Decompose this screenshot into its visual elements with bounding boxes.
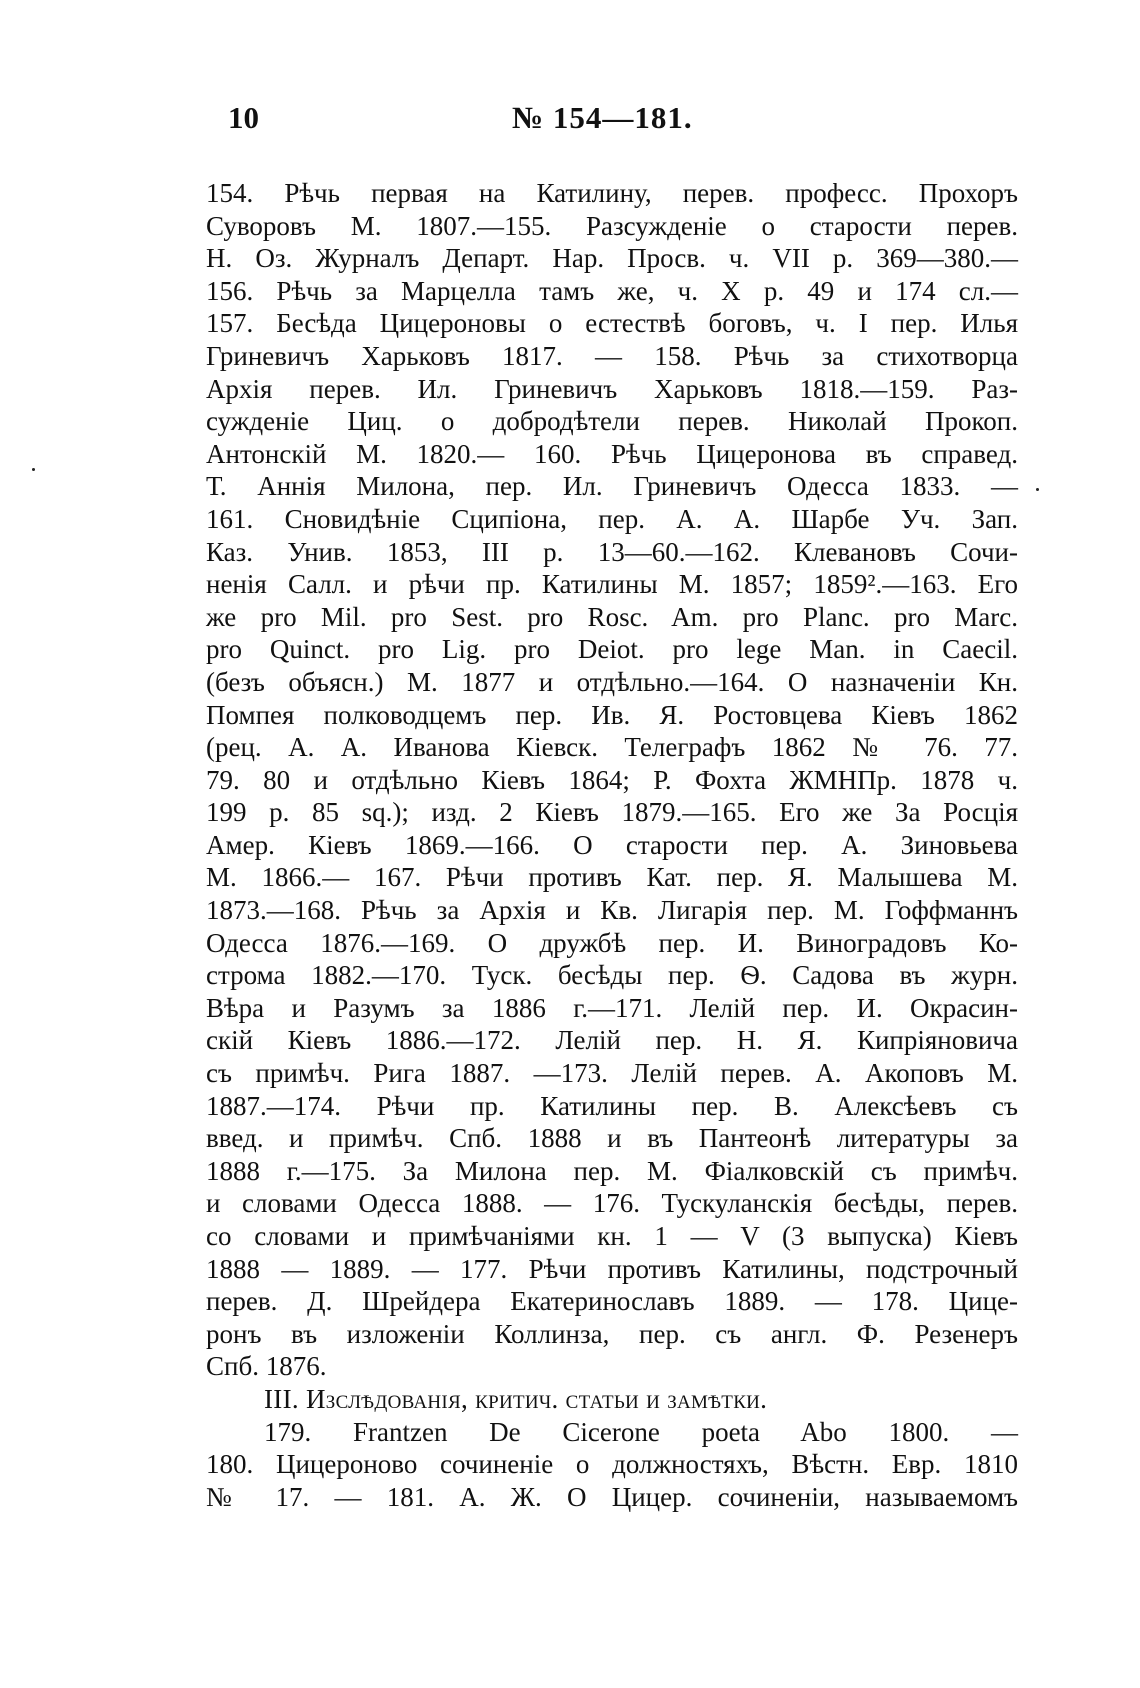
text-line: № 17. — 181. А. Ж. О Цицер. сочиненіи, называемомъ xyxy=(206,1481,1018,1512)
text-line: Каз. Унив. 1853, III р. 13—60.—162. Клевановъ Сочи- xyxy=(206,536,1018,567)
running-head: № 154—181. xyxy=(512,100,693,135)
text-line: 1888 г.—175. За Милона пер. М. Фіалковскій съ примѣч. xyxy=(206,1155,1018,1186)
text-line: съ примѣч. Рига 1887. —173. Лелій перев. А. Акоповъ М. xyxy=(206,1058,1018,1089)
text-line: и словами Одесса 1888. — 176. Тускуланскія бесѣды, перев. xyxy=(206,1188,1018,1219)
text-line: 156. Рѣчь за Марцелла тамъ же, ч. Х р. 49 и 174 сл.— xyxy=(206,275,1018,306)
text-line: перев. Д. Шрейдера Екатеринославъ 1889. — 178. Цице- xyxy=(206,1286,1018,1317)
bibliography-text xyxy=(206,177,1018,1513)
text-line: 199 р. 85 sq.); изд. 2 Кіевъ 1879.—165. Его же За Росція xyxy=(206,797,1018,828)
text-line: 79. 80 и отдѣльно Кіевъ 1864; Р. Фохта ЖМНПр. 1878 ч. xyxy=(206,764,1018,795)
print-speck xyxy=(32,468,35,471)
text-line: 180. Цицероново сочиненіе о должностяхъ, Вѣстн. Евр. 1810 xyxy=(206,1449,1018,1480)
text-line: 1887.—174. Рѣчи пр. Катилины пер. В. Алексѣевъ съ xyxy=(206,1090,1018,1121)
text-line: Архія перев. Ил. Гриневичъ Харьковъ 1818.—159. Раз- xyxy=(206,373,1018,404)
text-line: ронъ въ изложеніи Коллинза, пер. съ англ. Ф. Резенеръ xyxy=(206,1318,1018,1349)
text-line: Н. Оз. Журналъ Департ. Нар. Просв. ч. VII р. 369—380.— xyxy=(206,243,1018,274)
text-line: же pro Mil. pro Sest. pro Rosc. Am. pro Planc. pro Marc. xyxy=(206,601,1018,632)
text-line: Помпея полководцемъ пер. Ив. Я. Ростовцева Кіевъ 1862 xyxy=(206,699,1018,730)
text-line: 161. Сновидѣніе Сципіона, пер. А. А. Шарбе Уч. Зап. xyxy=(206,503,1018,534)
text-line: 154. Рѣчь первая на Катилину, перев. професс. Прохоръ xyxy=(206,178,1018,208)
text-line: Гриневичъ Харьковъ 1817. — 158. Рѣчь за стихотворца xyxy=(206,340,1018,371)
text-line: 1873.—168. Рѣчь за Архія и Кв. Лигарія пер. М. Гоффманнъ xyxy=(206,895,1018,926)
section-heading: III. Изслѣдованія, критич. статьи и замѣтки. xyxy=(264,1383,768,1414)
text-line: сужденіе Циц. о добродѣтели перев. Николай Прокоп. xyxy=(206,406,1018,437)
text-line: 157. Бесѣда Цицероновы о естествѣ боговъ, ч. I пер. Илья xyxy=(206,308,1018,339)
page-header xyxy=(228,100,1017,144)
text-line: Одесса 1876.—169. О дружбѣ пер. И. Виноградовъ Ко- xyxy=(206,927,1018,958)
text-line: (безъ объясн.) М. 1877 и отдѣльно.—164. О назначеніи Кн. xyxy=(206,666,1018,697)
text-line: 179. Frantzen De Cicerone poeta Abo 1800. — xyxy=(264,1416,1018,1447)
text-line: pro Quinct. pro Lig. pro Deiot. pro lege Man. in Caecil. xyxy=(206,634,1018,665)
text-line: Вѣра и Разумъ за 1886 г.—171. Лелій пер. И. Окрасин- xyxy=(206,992,1018,1023)
text-line: введ. и примѣч. Спб. 1888 и въ Пантеонѣ литературы за xyxy=(206,1123,1018,1154)
text-line: ненія Салл. и рѣчи пр. Катилины М. 1857; 1859².—163. Его xyxy=(206,569,1018,600)
text-line: Суворовъ М. 1807.—155. Разсужденіе о старости перев. xyxy=(206,210,1018,241)
text-line: Спб. 1876. xyxy=(206,1351,327,1382)
text-line: со словами и примѣчаніями кн. 1 — V (3 выпуска) Кіевъ xyxy=(206,1221,1018,1251)
page-number: 10 xyxy=(228,100,259,135)
text-line: Антонскій М. 1820.— 160. Рѣчь Цицеронова въ справед. xyxy=(206,438,1018,469)
text-line: М. 1866.— 167. Рѣчи противъ Кат. пер. Я. Малышева М. xyxy=(206,862,1018,893)
text-line: 1888 — 1889. — 177. Рѣчи противъ Катилины, подстрочный xyxy=(206,1253,1018,1284)
text-line: Амер. Кіевъ 1869.—166. О старости пер. А. Зиновьева xyxy=(206,829,1018,860)
text-line: Т. Аннія Милона, пер. Ил. Гриневичъ Одесса 1833. — xyxy=(206,471,1018,502)
text-line: строма 1882.—170. Туск. бесѣды пер. Ѳ. Садова въ журн. xyxy=(206,960,1018,991)
print-speck xyxy=(1036,488,1039,491)
text-line: (рец. А. А. Иванова Кіевск. Телеграфъ 1862 № 76. 77. xyxy=(206,732,1018,763)
text-line: скій Кіевъ 1886.—172. Лелій пер. Н. Я. Кипріяновича xyxy=(206,1025,1018,1056)
